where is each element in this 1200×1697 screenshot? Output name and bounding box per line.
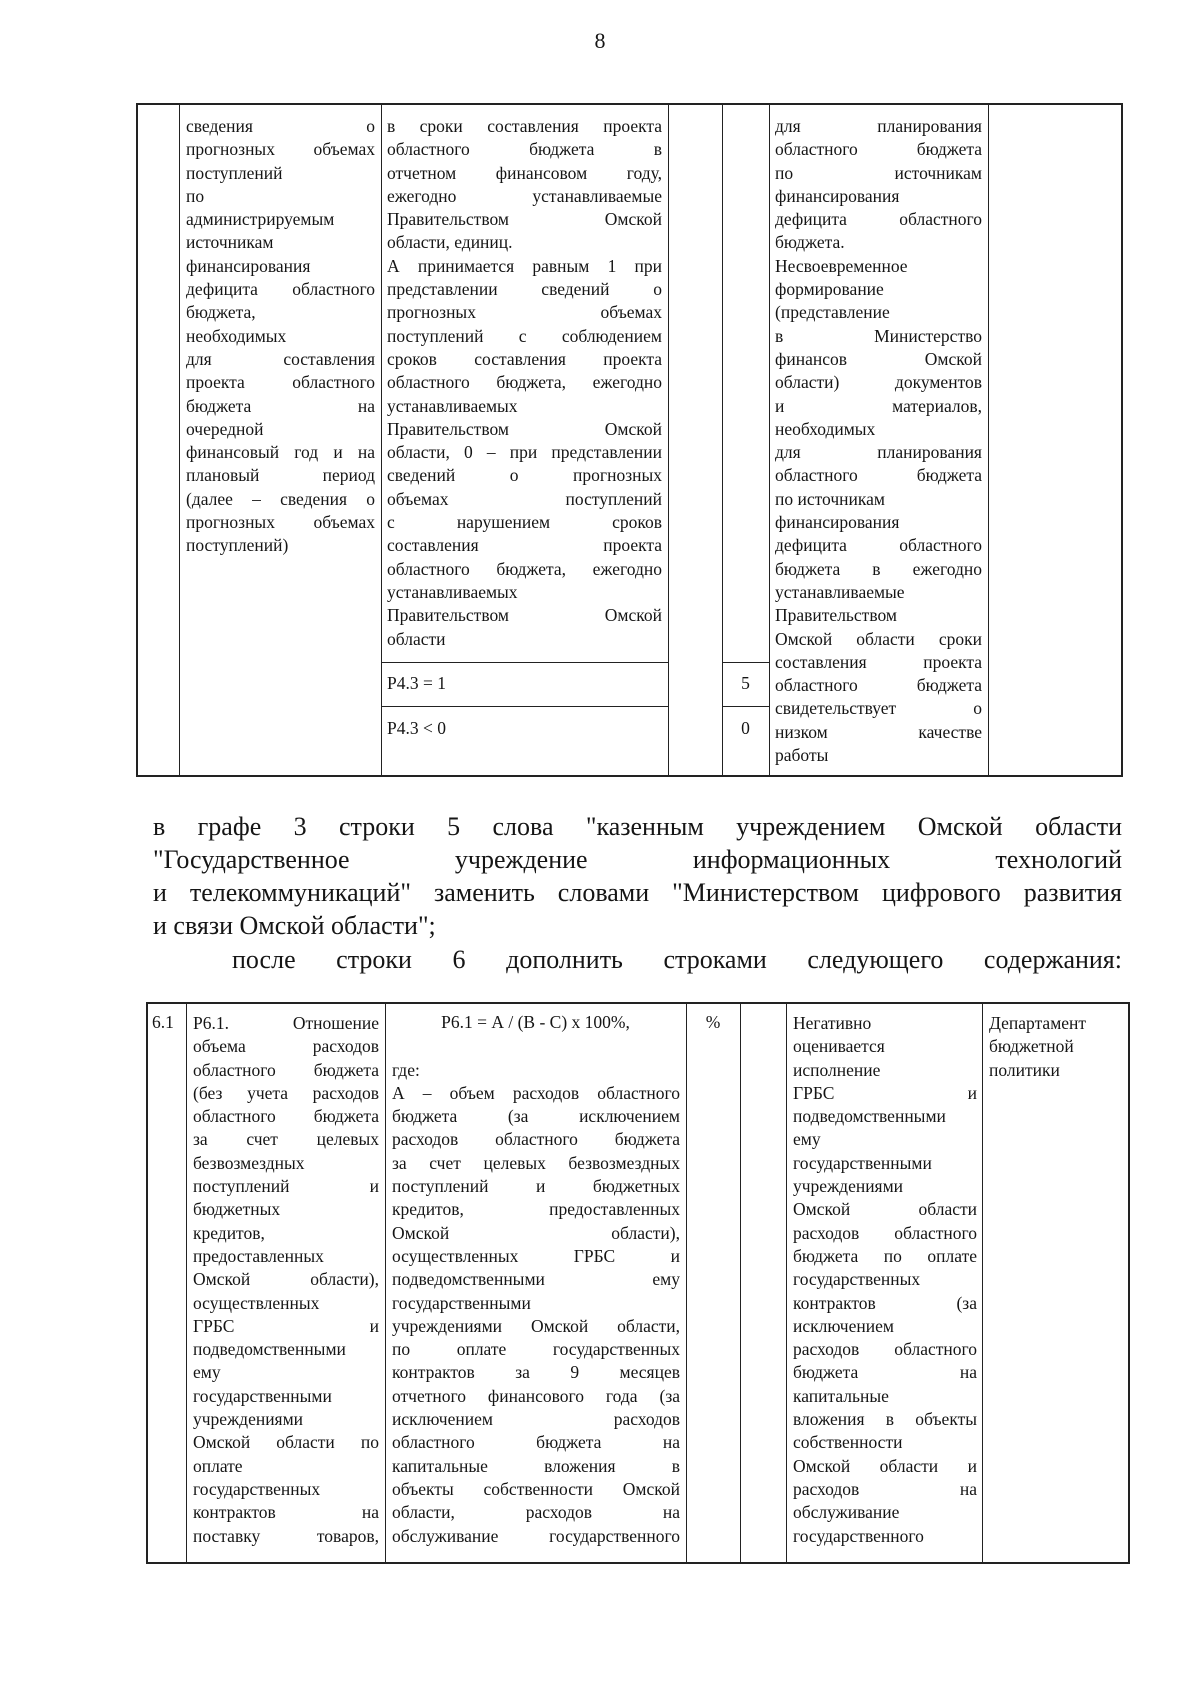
text-line: прогнозных объемах xyxy=(186,139,375,160)
text-line: области, 0 – при представлении xyxy=(387,442,662,463)
text-line: учреждениями xyxy=(793,1176,904,1197)
text-line: устанавливаемые xyxy=(775,581,905,602)
text-line: расходов областного xyxy=(793,1339,977,1360)
text-line: объекты собственности Омской xyxy=(392,1478,680,1499)
text-line: бюджета. xyxy=(775,232,845,253)
text-line: расходов на xyxy=(793,1478,977,1499)
text-line: в Министерство xyxy=(775,325,982,346)
new-rows-table xyxy=(146,1002,1130,1564)
text-line: бюджета (за исключением xyxy=(392,1106,680,1127)
text-line: составления проекта xyxy=(775,651,982,672)
text-line: администрируемым xyxy=(186,209,335,230)
text-line: бюджета по оплате xyxy=(793,1245,977,1266)
text-line: для планирования xyxy=(775,442,982,463)
text-line: за счет целевых xyxy=(193,1129,379,1150)
text-line: и материалов, xyxy=(775,395,982,416)
text-line: и связи Омской области"; xyxy=(153,911,436,940)
text-line: сведения о xyxy=(186,116,375,136)
text-line: прогнозных объемах xyxy=(186,512,375,533)
text-line: контрактов на xyxy=(193,1502,379,1523)
text-line: ГРБС и xyxy=(793,1082,977,1103)
text-line: областного бюджета xyxy=(775,465,982,486)
text-line: Департамент xyxy=(989,1013,1087,1033)
text-line: прогнозных объемах xyxy=(387,302,662,323)
text-line: осуществленных ГРБС и xyxy=(392,1245,680,1266)
text-line: бюджета в ежегодно xyxy=(775,558,982,579)
text-line: Р6.1. Отношение xyxy=(193,1013,379,1033)
text-line: низком качестве xyxy=(775,721,982,742)
text-line: составления проекта xyxy=(387,535,662,556)
page-number: 8 xyxy=(594,28,606,53)
calculation-method-cell xyxy=(387,115,662,651)
text-line: по оплате государственных xyxy=(392,1339,680,1360)
text-line: А – объем расходов областного xyxy=(392,1082,680,1103)
text-line: государственных xyxy=(793,1269,921,1290)
text-line: областного бюджета, ежегодно xyxy=(387,558,662,579)
text-line: Правительством Омской xyxy=(387,418,662,439)
indicator-description-cell xyxy=(193,1012,379,1548)
criteria-table-continued xyxy=(136,103,1123,777)
text-line: исключением xyxy=(793,1315,894,1336)
calculation-method-cell xyxy=(392,1059,680,1548)
text-line: за счет целевых безвозмездных xyxy=(392,1152,680,1173)
text-line: обслуживание xyxy=(793,1502,900,1523)
text-line: учреждениями Омской области, xyxy=(392,1315,680,1336)
text-line: ГРБС и xyxy=(193,1315,379,1336)
text-line: дефицита областного xyxy=(186,279,375,300)
text-line: области, единиц. xyxy=(387,232,513,253)
text-line: по xyxy=(186,185,205,206)
text-line: бюджета, xyxy=(186,302,256,323)
text-line: финансирования xyxy=(775,512,900,533)
text-line: необходимых xyxy=(775,418,876,439)
text-line: источникам xyxy=(186,232,274,253)
text-line: поставку товаров, xyxy=(193,1525,379,1546)
text-line: капитальные xyxy=(793,1385,889,1406)
text-line: подведомственными xyxy=(793,1106,946,1127)
text-line: государственными xyxy=(193,1385,332,1406)
text-line: поступлений xyxy=(186,162,283,183)
text-line: объемах поступлений xyxy=(387,488,662,509)
text-line: Омской области и xyxy=(793,1455,977,1476)
text-line: контрактов (за xyxy=(793,1292,977,1313)
text-line: финансирования xyxy=(186,255,311,276)
text-line: области xyxy=(387,628,446,649)
amendment-paragraph xyxy=(153,810,1122,942)
text-line: исключением расходов xyxy=(392,1409,680,1430)
text-line: по источникам xyxy=(775,488,885,509)
text-line: финансов Омской xyxy=(775,348,982,369)
text-line: областного бюджета в xyxy=(387,139,662,160)
text-line: устанавливаемых xyxy=(387,581,518,602)
row-number: 6.1 xyxy=(152,1012,174,1032)
text-line: оплате xyxy=(193,1455,243,1476)
text-line: области) документов xyxy=(775,372,982,393)
text-line: безвозмездных xyxy=(193,1152,305,1173)
text-line: областного бюджета на xyxy=(392,1432,680,1453)
text-line: областного бюджета xyxy=(775,675,982,696)
text-line: государственных xyxy=(193,1478,321,1499)
text-line: для составления xyxy=(186,348,375,369)
text-line: областного бюджета xyxy=(193,1106,379,1127)
text-line: обслуживание государственного xyxy=(392,1525,680,1546)
text-line: отчетном финансовом году, xyxy=(387,162,662,183)
condition-value-2: Р4.3 < 0 xyxy=(387,718,446,738)
text-line: поступлений) xyxy=(186,535,289,556)
text-line: (представление xyxy=(775,302,890,323)
text-line: для планирования xyxy=(775,116,982,136)
text-line: необходимых xyxy=(186,325,287,346)
comment-cell xyxy=(793,1012,977,1548)
text-line: расходов областного xyxy=(793,1222,977,1243)
text-line: предоставленных xyxy=(193,1245,324,1266)
text-line: Правительством Омской xyxy=(387,605,662,626)
text-line: исполнение xyxy=(793,1059,881,1080)
text-line: с нарушением сроков xyxy=(387,512,662,533)
text-line: Несвоевременное xyxy=(775,255,908,276)
text-line: областного бюджета, ежегодно xyxy=(387,372,662,393)
text-line: сроков составления проекта xyxy=(387,348,662,369)
text-line: осуществленных xyxy=(193,1292,320,1313)
text-line: очередной xyxy=(186,418,264,439)
text-line: ему xyxy=(193,1362,221,1383)
comment-cell xyxy=(775,115,982,767)
text-line: финансовый год и на xyxy=(186,442,375,463)
text-line: дефицита областного xyxy=(775,209,982,230)
text-line: собственности xyxy=(793,1432,903,1453)
text-line: подведомственными xyxy=(193,1339,346,1360)
text-line: Омской области по xyxy=(193,1432,379,1453)
unit-of-measure: % xyxy=(705,1012,721,1032)
text-line: работы xyxy=(775,745,829,766)
text-line: ему xyxy=(793,1129,821,1150)
text-line: государственного xyxy=(793,1525,924,1546)
score-value-2: 0 xyxy=(741,718,750,738)
text-line: дефицита областного xyxy=(775,535,982,556)
text-line: в графе 3 строки 5 слова "казенным учреждением Омской области xyxy=(153,812,1122,841)
text-line: областного бюджета xyxy=(193,1059,379,1080)
text-line: сведений о прогнозных xyxy=(387,465,662,486)
text-line: вложения в объекты xyxy=(793,1409,977,1430)
score-value-1: 5 xyxy=(741,673,750,693)
text-line: Омской области xyxy=(793,1199,977,1220)
text-line: в сроки составления проекта xyxy=(387,116,662,136)
text-line: контрактов за 9 месяцев xyxy=(392,1362,680,1383)
text-line: поступлений с соблюдением xyxy=(387,325,662,346)
responsible-department-cell xyxy=(989,1012,1129,1082)
text-line: отчетного финансового года (за xyxy=(392,1385,680,1406)
text-line: и телекоммуникаций" заменить словами "Министерством цифрового развития xyxy=(153,878,1122,907)
insertion-paragraph-text: после строки 6 дополнить строками следующего содержания: xyxy=(232,945,1122,974)
text-line: бюджетной xyxy=(989,1036,1074,1057)
text-line: учреждениями xyxy=(193,1409,304,1430)
text-line: Правительством Омской xyxy=(387,209,662,230)
text-line: проекта областного xyxy=(186,372,375,393)
text-line: объема расходов xyxy=(193,1036,379,1057)
text-line: областного бюджета xyxy=(775,139,982,160)
text-line: плановый период xyxy=(186,465,375,486)
text-line: Правительством xyxy=(775,605,897,626)
text-line: по источникам xyxy=(775,162,982,183)
text-line: Омской области), xyxy=(193,1269,379,1290)
text-line: поступлений и бюджетных xyxy=(392,1176,680,1197)
text-line: Негативно xyxy=(793,1013,872,1033)
text-line: (далее – сведения о xyxy=(186,488,375,509)
text-line: государственными xyxy=(793,1152,932,1173)
formula: Р6.1 = А / (В - С) х 100%, xyxy=(441,1012,630,1032)
text-line: представлении сведений о xyxy=(387,279,662,300)
text-line: финансирования xyxy=(775,185,900,206)
text-line: Омской области сроки xyxy=(775,628,982,649)
indicator-description-cell xyxy=(186,115,375,558)
text-line: устанавливаемых xyxy=(387,395,518,416)
text-line: бюджетных xyxy=(193,1199,281,1220)
text-line: формирование xyxy=(775,279,884,300)
text-line: свидетельствует о xyxy=(775,698,982,719)
text-line: "Государственное учреждение информационных технологий xyxy=(153,845,1122,874)
text-line: кредитов, xyxy=(193,1222,265,1243)
text-line: Омской области), xyxy=(392,1222,680,1243)
text-line: оценивается xyxy=(793,1036,885,1057)
text-line: бюджета на xyxy=(186,395,375,416)
text-line: ежегодно устанавливаемые xyxy=(387,185,662,206)
condition-value-1: Р4.3 = 1 xyxy=(387,673,446,693)
insertion-paragraph xyxy=(232,943,1122,976)
text-line: политики xyxy=(989,1059,1060,1080)
text-line: подведомственными ему xyxy=(392,1269,680,1290)
text-line: расходов областного бюджета xyxy=(392,1129,680,1150)
text-line: государственными xyxy=(392,1292,531,1313)
text-line: капитальные вложения в xyxy=(392,1455,680,1476)
text-line: области, расходов на xyxy=(392,1502,680,1523)
text-line: бюджета на xyxy=(793,1362,977,1383)
text-line: А принимается равным 1 при xyxy=(387,255,662,276)
text-line: кредитов, предоставленных xyxy=(392,1199,680,1220)
text-line: поступлений и xyxy=(193,1176,379,1197)
text-line: где: xyxy=(392,1059,420,1080)
text-line: (без учета расходов xyxy=(193,1082,379,1103)
